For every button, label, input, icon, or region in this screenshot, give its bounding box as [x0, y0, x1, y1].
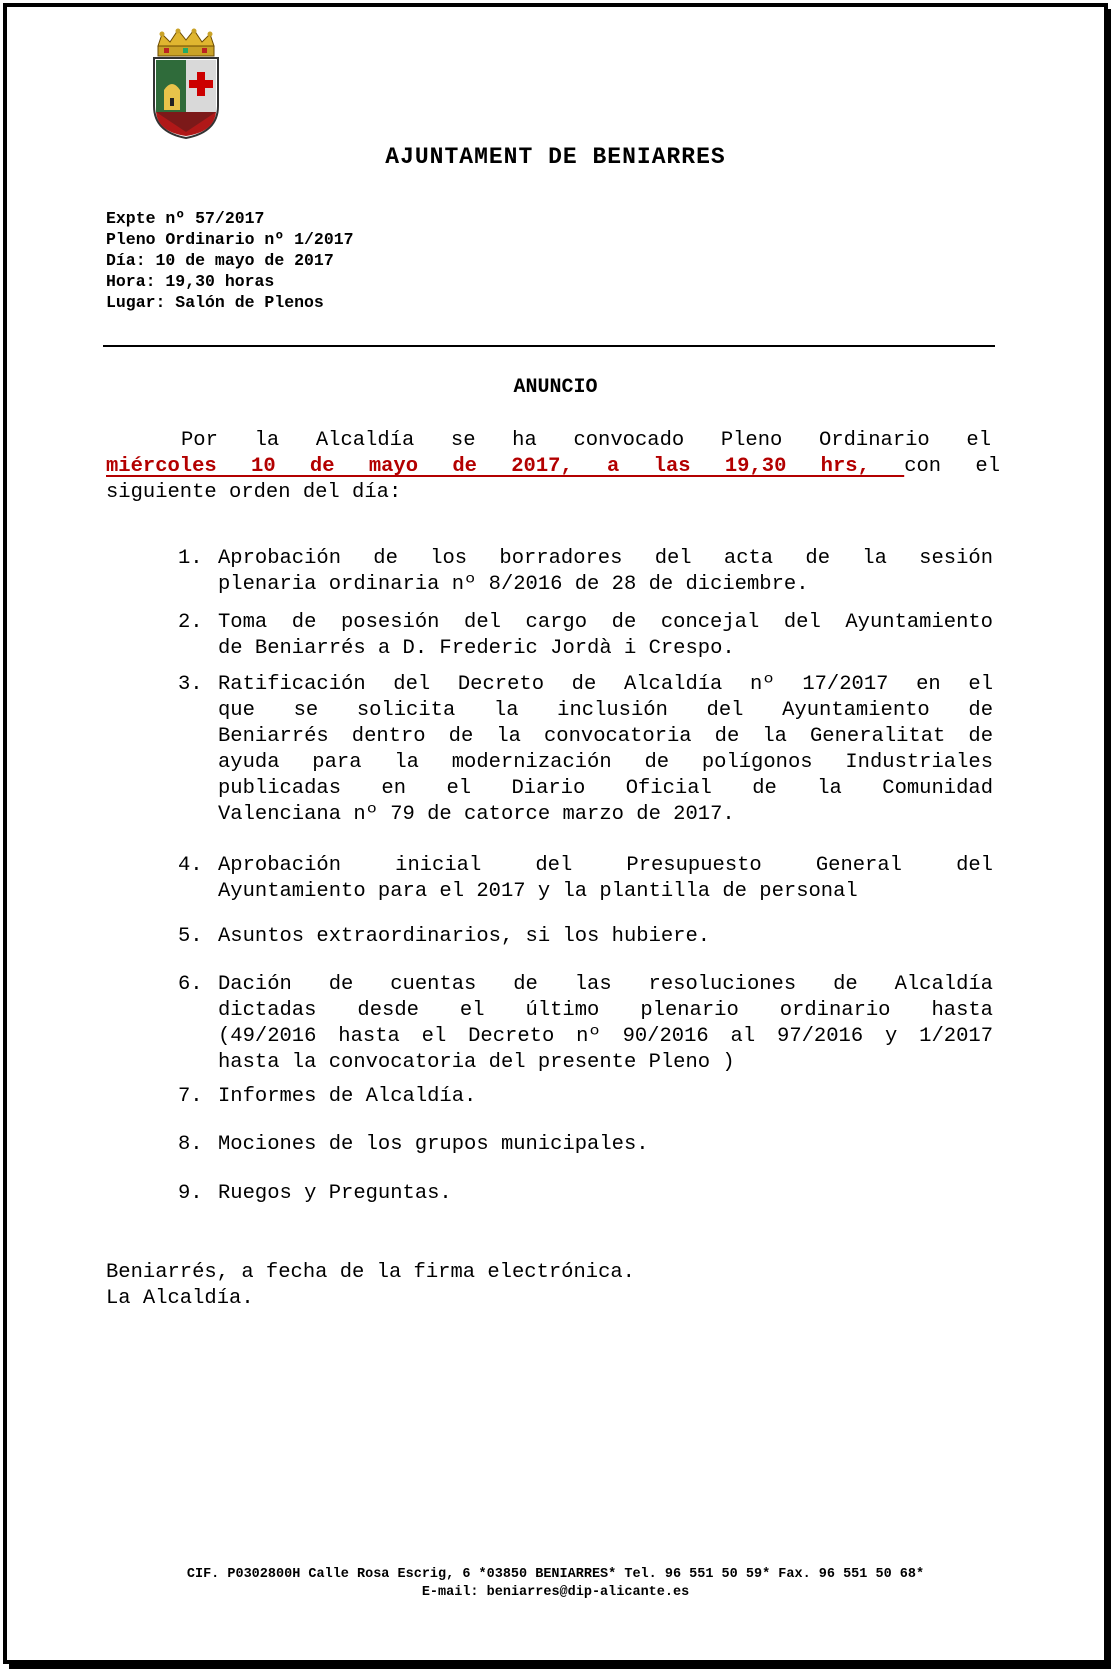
document-title: AJUNTAMENT DE BENIARRES: [385, 144, 726, 170]
agenda-item-line: publicadas en el Diario Oficial de la Comunidad: [218, 777, 993, 800]
section-divider: [103, 345, 995, 347]
announcement-heading: ANUNCIO: [513, 376, 598, 399]
agenda-item-text: [218, 972, 993, 1076]
closing-signatory: La Alcaldía.: [106, 1287, 254, 1310]
agenda-item-line: Aprobación inicial del Presupuesto General del: [218, 854, 993, 877]
agenda-item-line: Mociones de los grupos municipales.: [218, 1133, 649, 1156]
intro-line-3: siguiente orden del día:: [106, 481, 402, 504]
agenda-item-number: 1.: [178, 547, 203, 570]
agenda-item-line: Ruegos y Preguntas.: [218, 1182, 452, 1205]
intro-line-1: Por la Alcaldía se ha convocado Pleno Ordinario el: [181, 429, 991, 452]
agenda-item-line: de Beniarrés a D. Frederic Jordà i Crespo.: [218, 637, 735, 660]
agenda-item-number: 4.: [178, 854, 203, 877]
closing-block: [106, 1260, 635, 1312]
agenda-item-line: hasta la convocatoria del presente Pleno ): [218, 1051, 735, 1074]
agenda-item-text: [218, 853, 993, 905]
agenda-item-number: 3.: [178, 673, 203, 696]
agenda-item-line: Aprobación de los borradores del acta de la sesión: [218, 547, 993, 570]
footer-email-line: E-mail: beniarres@dip-alicante.es: [421, 1585, 690, 1600]
agenda-item-text: [218, 1084, 993, 1110]
agenda-item-line: Asuntos extraordinarios, si los hubiere.: [218, 925, 711, 948]
agenda-item-line: (49/2016 hasta el Decreto nº 90/2016 al 97/2016 y 1/2017: [218, 1025, 993, 1048]
agenda-item-line: plenaria ordinaria nº 8/2016 de 28 de diciembre.: [218, 573, 809, 596]
intro-paragraph: [106, 428, 1001, 506]
meeting-metadata: [106, 208, 354, 313]
pleno-number: Pleno Ordinario nº 1/2017: [106, 230, 354, 249]
agenda-item-line: Valenciana nº 79 de catorce marzo de 2017.: [218, 803, 735, 826]
agenda-item-text: [218, 1181, 993, 1207]
agenda-item-line: Ayuntamiento para el 2017 y la plantilla de personal: [218, 880, 858, 903]
agenda-item-line: Informes de Alcaldía.: [218, 1085, 477, 1108]
agenda-item-text: [218, 610, 993, 662]
agenda-item-text: [218, 672, 993, 828]
expediente-number: Expte nº 57/2017: [106, 209, 265, 228]
closing-place-date: Beniarrés, a fecha de la firma electrónica.: [106, 1261, 635, 1284]
agenda-item-text: [218, 924, 993, 950]
agenda-item-text: [218, 546, 993, 598]
agenda-item-line: ayuda para la modernización de polígonos Industriales: [218, 751, 993, 774]
meeting-date: Día: 10 de mayo de 2017: [106, 251, 334, 270]
agenda-item-number: 2.: [178, 611, 203, 634]
meeting-time: Hora: 19,30 horas: [106, 272, 275, 291]
meeting-place: Lugar: Salón de Plenos: [106, 293, 324, 312]
intro-line-2-tail: con el: [904, 455, 1001, 478]
agenda-item-text: [218, 1132, 993, 1158]
footer-contact: [0, 1566, 1111, 1602]
agenda-item-line: Dación de cuentas de las resoluciones de Alcaldía: [218, 973, 993, 996]
agenda-item-line: Beniarrés dentro de la convocatoria de la Generalitat de: [218, 725, 993, 748]
agenda-item-line: Ratificación del Decreto de Alcaldía nº 17/2017 en el: [218, 673, 993, 696]
agenda-item-number: 7.: [178, 1085, 203, 1108]
agenda-item-number: 6.: [178, 973, 203, 996]
agenda-item-line: Toma de posesión del cargo de concejal del Ayuntamiento: [218, 611, 993, 634]
footer-address-line: CIF. P0302800H Calle Rosa Escrig, 6 *03850 BENIARRES* Tel. 96 551 50 59* Fax. 96 551 50 68*: [186, 1567, 925, 1582]
agenda-item-line: que se solicita la inclusión del Ayuntamiento de: [218, 699, 993, 722]
intro-line-2: [106, 454, 1001, 480]
agenda-item-number: 5.: [178, 925, 203, 948]
agenda-item-number: 8.: [178, 1133, 203, 1156]
meeting-datetime-highlight: miércoles 10 de mayo de 2017, a las 19,30 hrs,: [106, 455, 905, 478]
municipal-crest-logo: [150, 28, 222, 140]
agenda-item-number: 9.: [178, 1182, 203, 1205]
agenda-item-line: dictadas desde el último plenario ordinario hasta: [218, 999, 993, 1022]
